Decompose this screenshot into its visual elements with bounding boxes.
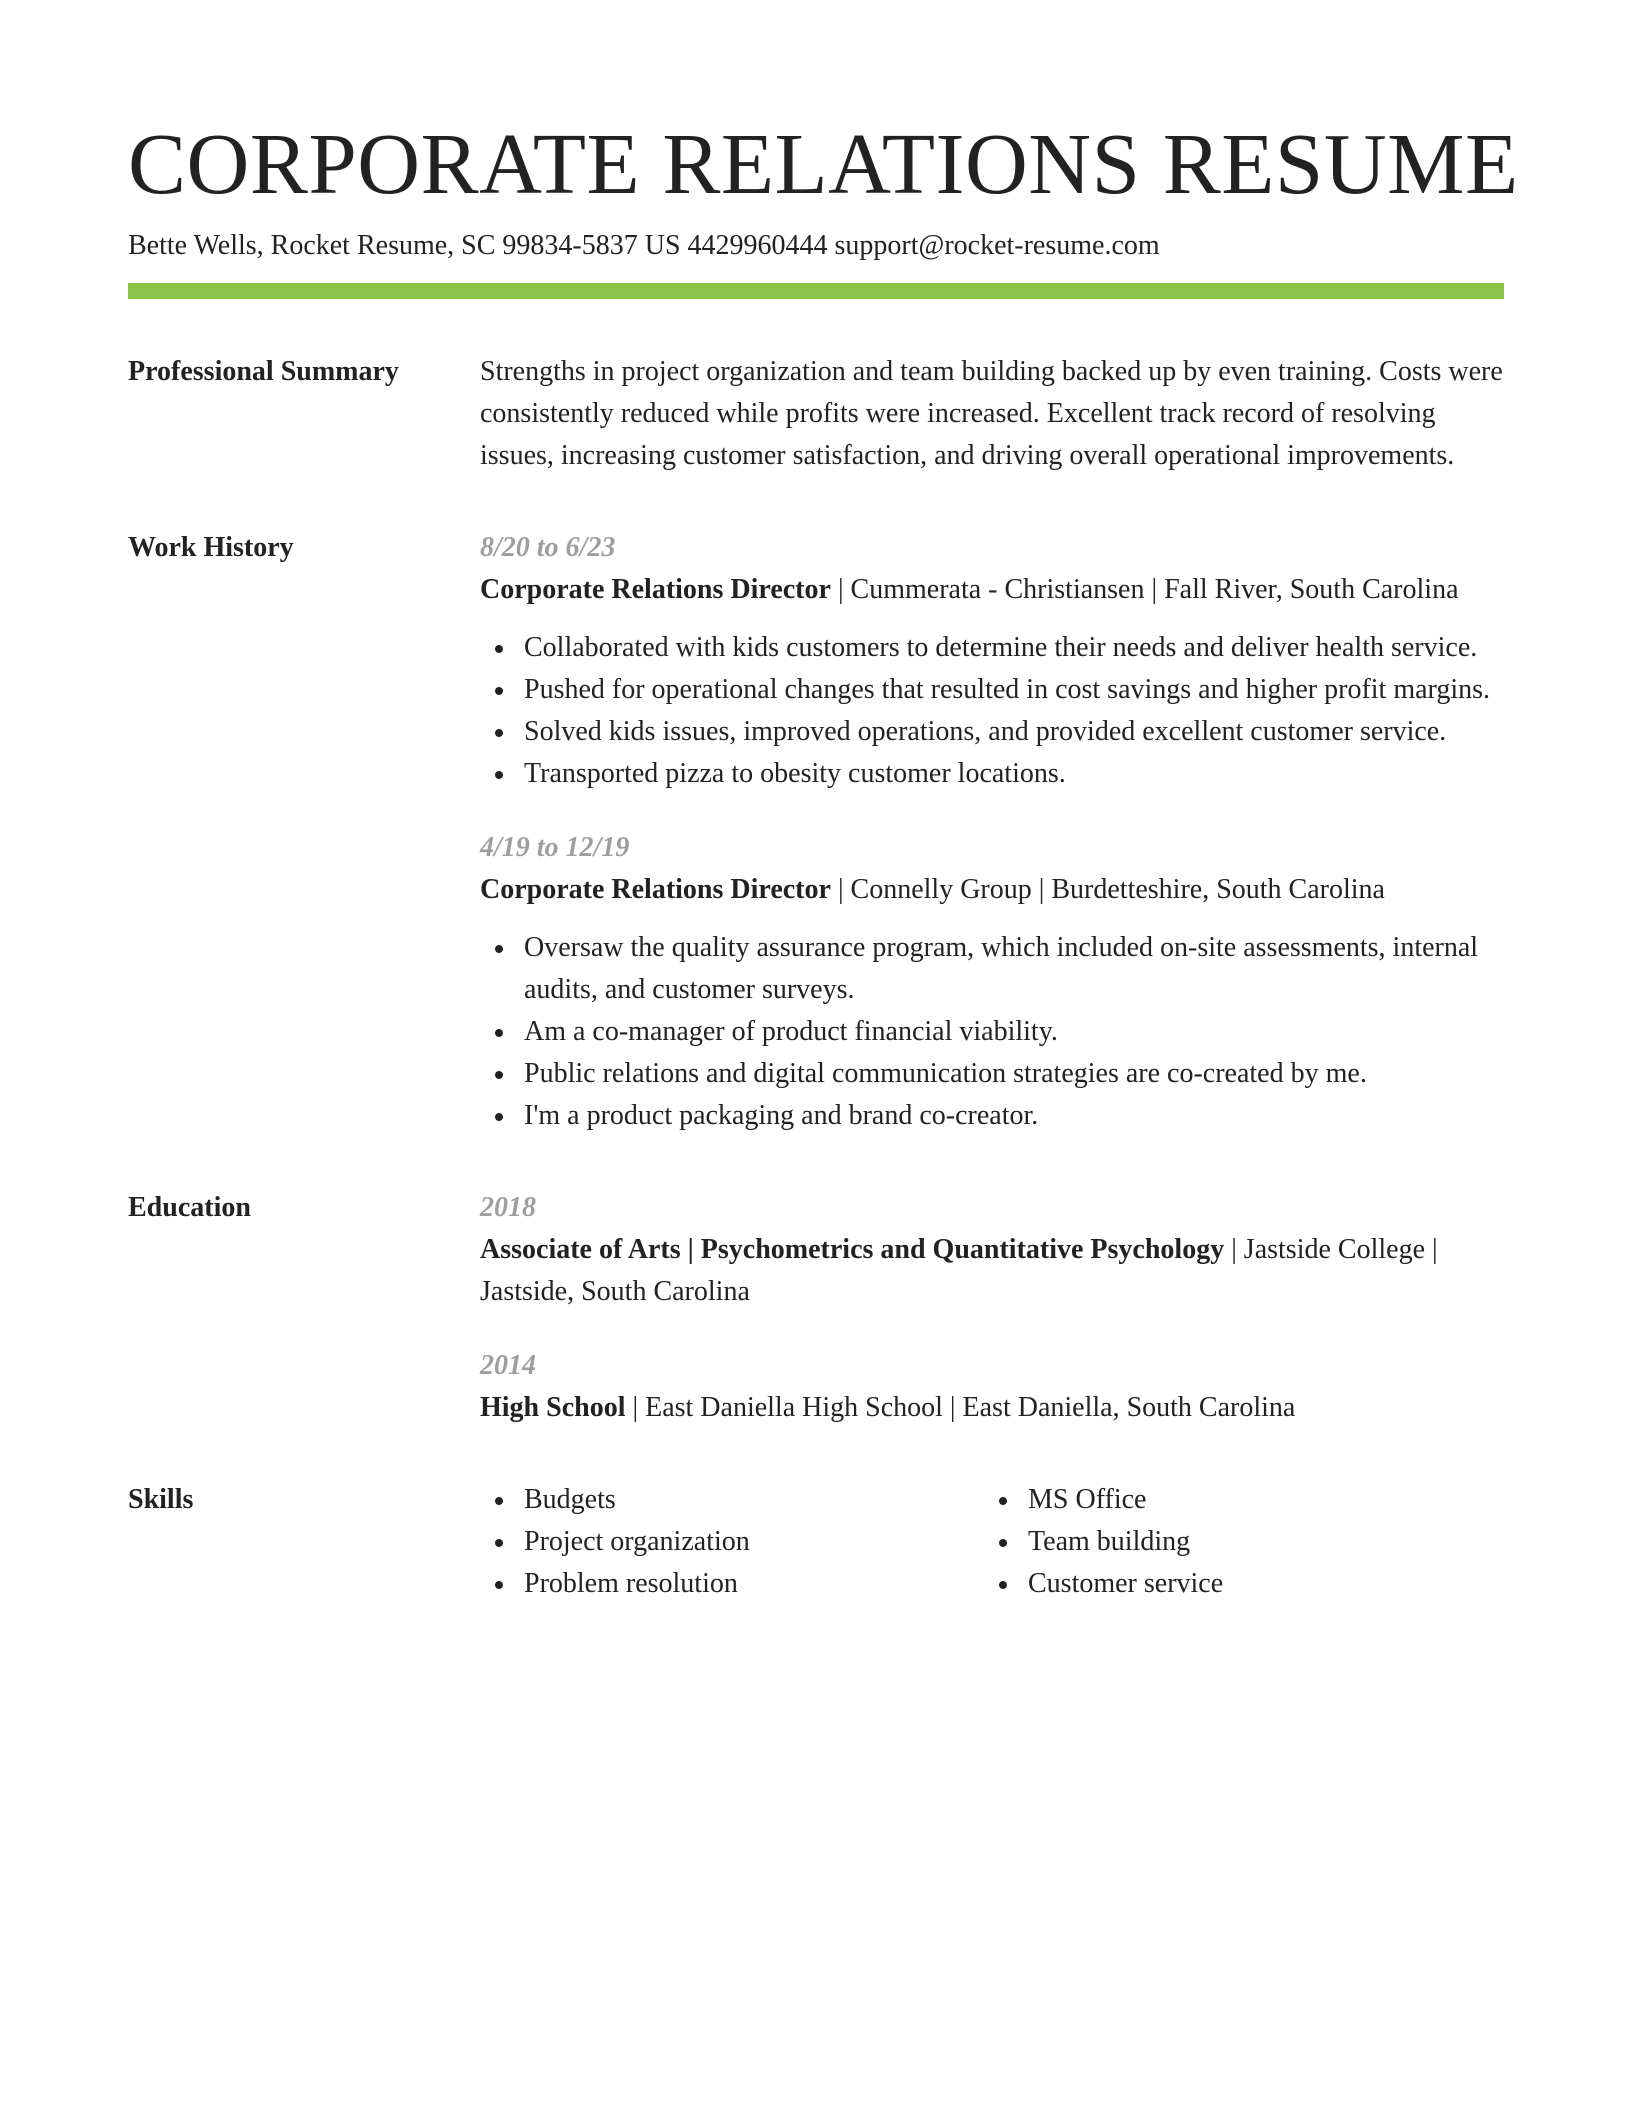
skill-item: Budgets	[524, 1479, 984, 1521]
education-details: | Jastside College | Jastside, South Carolina	[480, 1233, 1438, 1307]
job-entry	[480, 527, 1504, 795]
education-year: 2014	[480, 1349, 536, 1381]
job-role	[480, 869, 1504, 911]
education-degree-line	[480, 1229, 1504, 1313]
skills-body	[480, 1479, 1504, 1605]
job-title: Corporate Relations Director	[480, 873, 831, 905]
education-entry	[480, 1345, 1504, 1429]
skill-item: Problem resolution	[524, 1563, 984, 1605]
skill-item: Project organization	[524, 1521, 984, 1563]
education-degree-line	[480, 1387, 1504, 1429]
job-details: | Connelly Group | Burdetteshire, South Carolina	[830, 873, 1385, 905]
job-entry	[480, 827, 1504, 1137]
skill-item: MS Office	[1028, 1479, 1488, 1521]
section-label-skills: Skills	[128, 1483, 194, 1515]
job-dates: 4/19 to 12/19	[480, 831, 630, 863]
job-bullet: Am a co-manager of product financial viability.	[524, 1011, 1504, 1053]
resume-title: CORPORATE RELATIONS RESUME	[128, 115, 1519, 212]
work-history-section	[128, 527, 1504, 1137]
job-bullet: Transported pizza to obesity customer locations.	[524, 753, 1504, 795]
header-divider	[128, 283, 1504, 299]
education-degree: High School	[480, 1391, 626, 1423]
skills-section	[128, 1479, 1504, 1605]
job-details: | Cummerata - Christiansen | Fall River, South Carolina	[830, 573, 1459, 605]
summary-body	[480, 351, 1504, 477]
summary-text: Strengths in project organization and team building backed up by even training. Costs were consistently reduced while profits were increased. Excellent track record of resolving issues, increasing customer satisfaction, and driving overall operational improvements.	[480, 355, 1503, 471]
skills-columns	[480, 1479, 1504, 1605]
skill-item: Customer service	[1028, 1563, 1488, 1605]
education-details: | East Daniella High School | East Daniella, South Carolina	[625, 1391, 1296, 1423]
job-bullet: Collaborated with kids customers to determine their needs and deliver health service.	[524, 627, 1504, 669]
job-bullet: Pushed for operational changes that resulted in cost savings and higher profit margins.	[524, 669, 1504, 711]
section-label-work-history: Work History	[128, 531, 294, 563]
education-degree: Associate of Arts | Psychometrics and Quantitative Psychology	[480, 1233, 1225, 1265]
contact-line: Bette Wells, Rocket Resume, SC 99834-5837 US 4429960444 support@rocket-resume.com	[128, 230, 1160, 261]
summary-section	[128, 351, 1504, 477]
education-section	[128, 1187, 1504, 1429]
job-dates: 8/20 to 6/23	[480, 531, 616, 563]
job-role	[480, 569, 1504, 611]
skills-list-right	[984, 1479, 1488, 1605]
job-bullet: Public relations and digital communication strategies are co-created by me.	[524, 1053, 1504, 1095]
work-history-body	[480, 527, 1504, 1137]
job-title: Corporate Relations Director	[480, 573, 831, 605]
resume-page	[128, 115, 1519, 1605]
job-bullets	[480, 927, 1504, 1137]
education-year: 2018	[480, 1191, 536, 1223]
skills-list-left	[480, 1479, 984, 1605]
section-label-education: Education	[128, 1191, 251, 1223]
job-bullet: I'm a product packaging and brand co-creator.	[524, 1095, 1504, 1137]
job-bullet: Solved kids issues, improved operations, and provided excellent customer service.	[524, 711, 1504, 753]
section-label-summary: Professional Summary	[128, 355, 399, 387]
job-bullets	[480, 627, 1504, 795]
education-entry	[480, 1187, 1504, 1313]
job-bullet: Oversaw the quality assurance program, which included on-site assessments, internal audits, and customer surveys.	[524, 927, 1504, 1011]
education-body	[480, 1187, 1504, 1429]
skill-item: Team building	[1028, 1521, 1488, 1563]
